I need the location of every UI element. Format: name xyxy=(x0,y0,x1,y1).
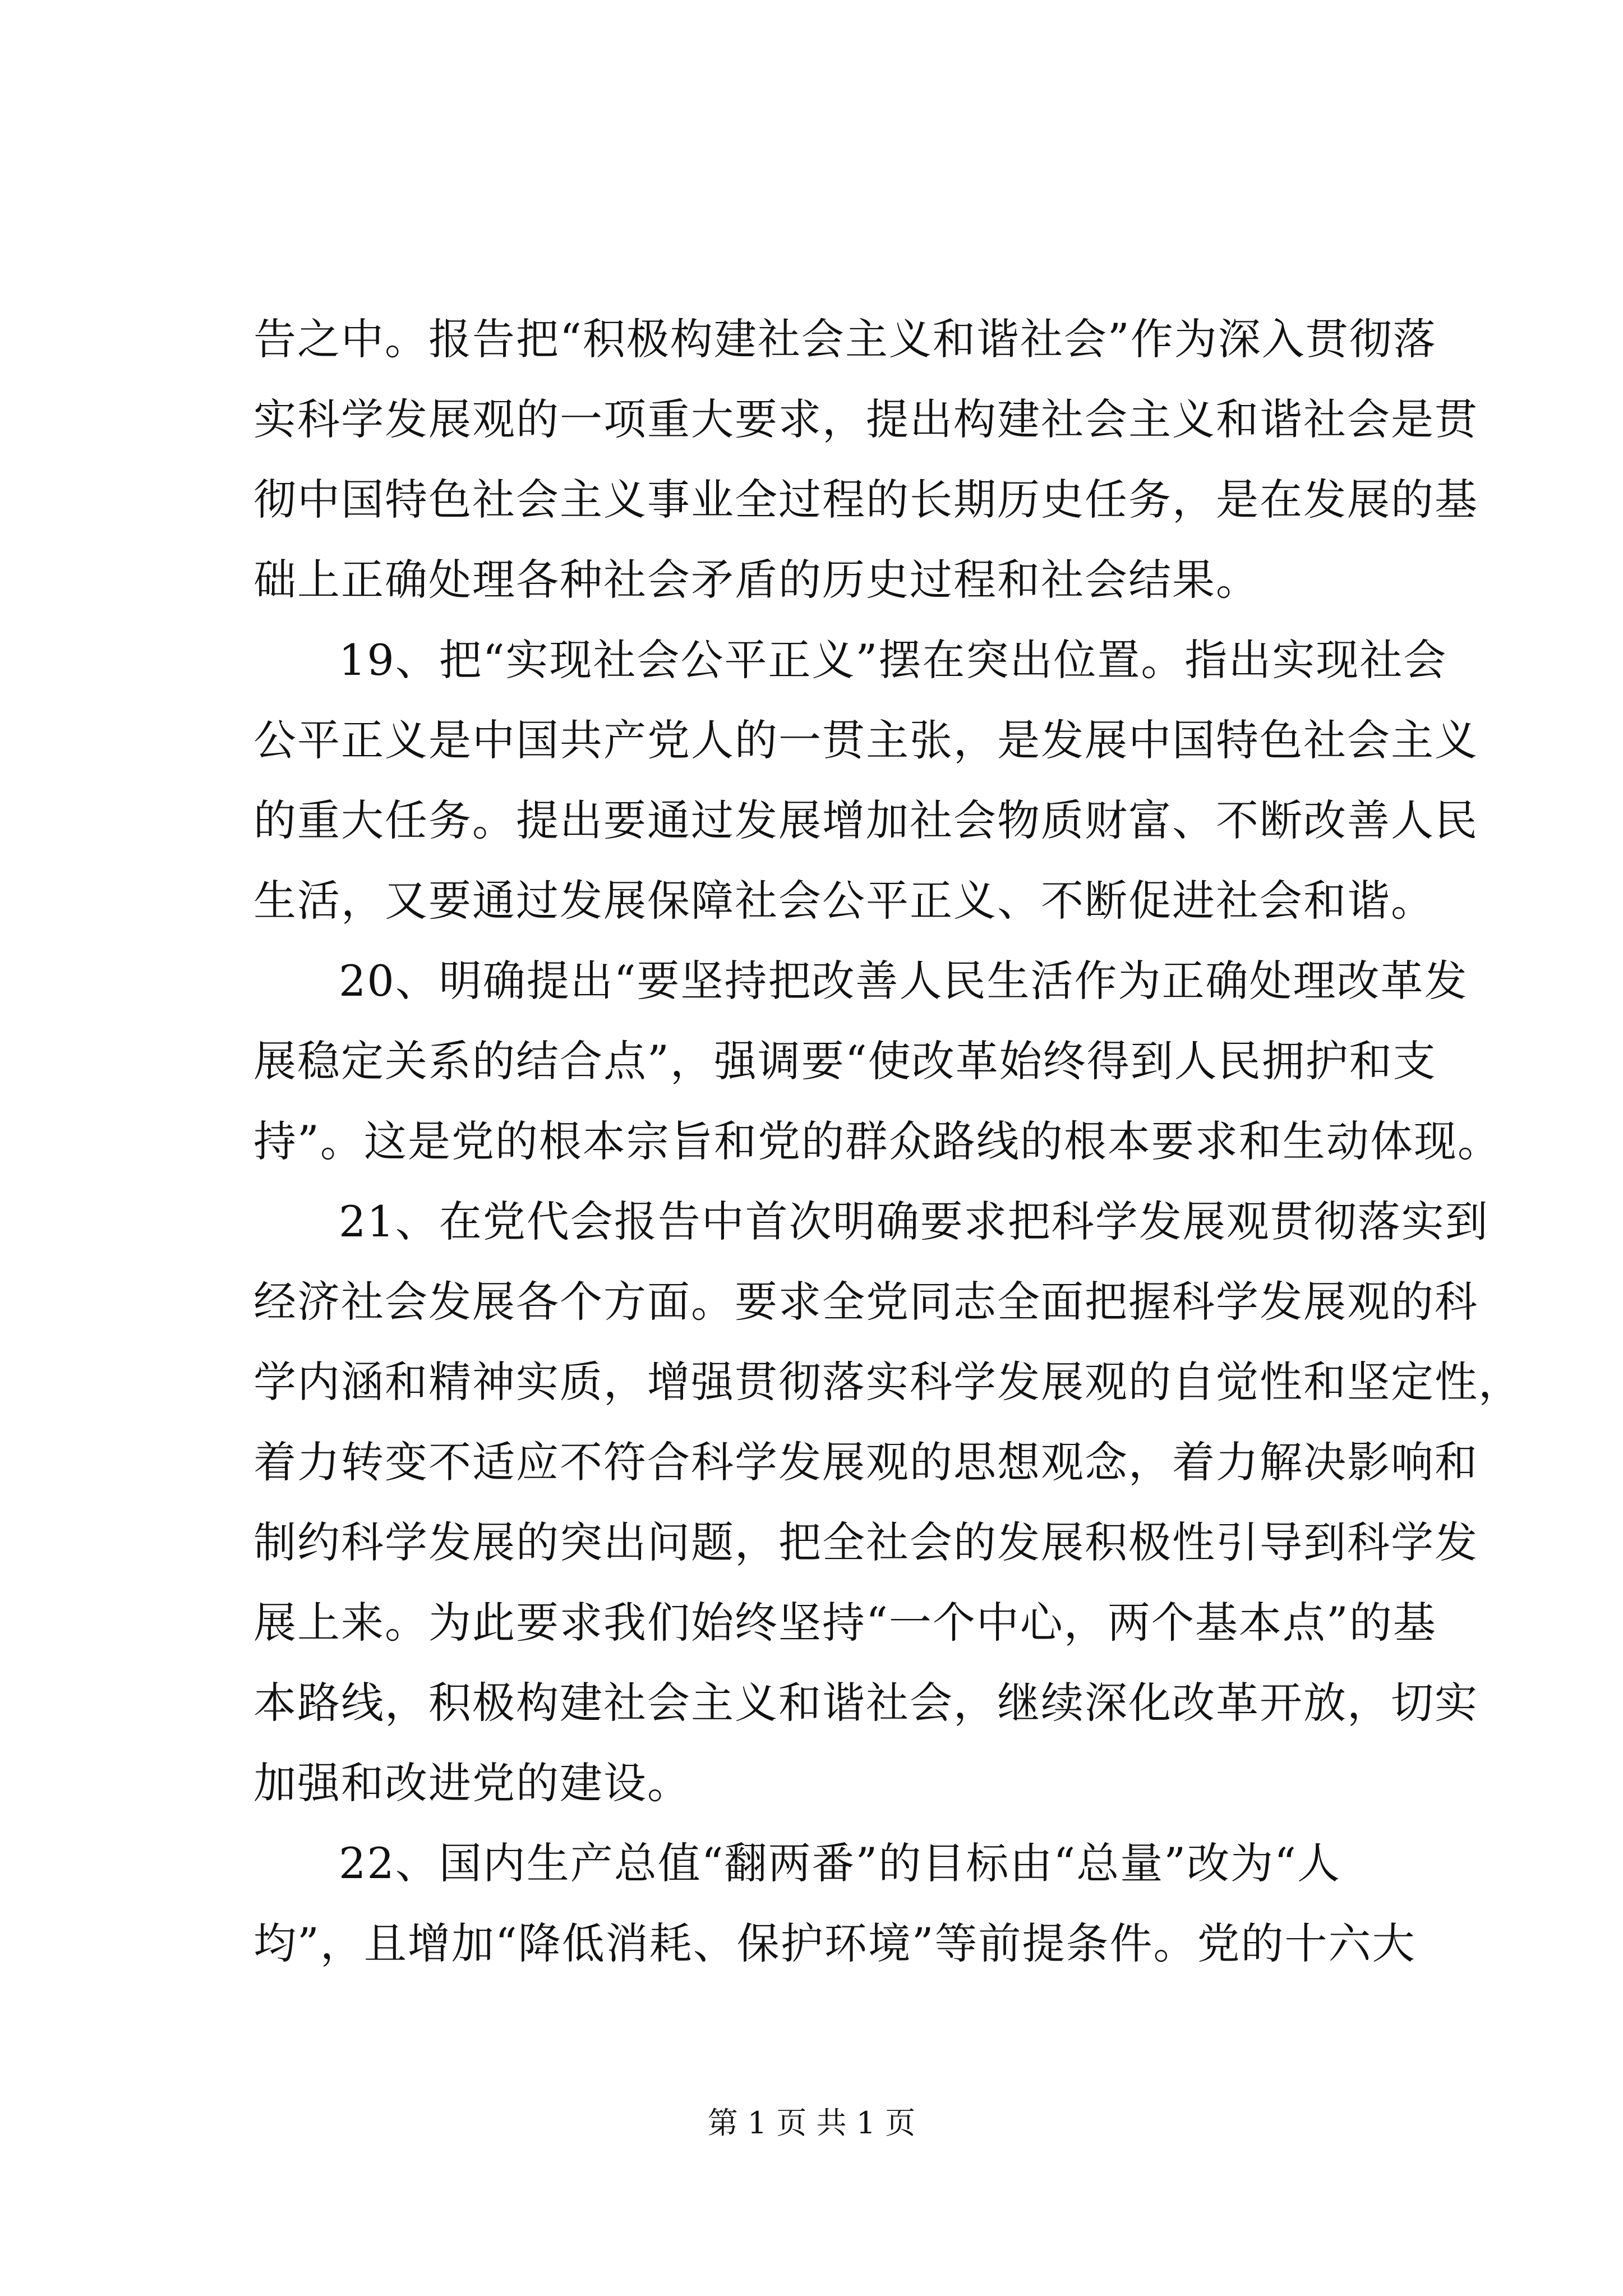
text-line: 学内涵和精神实质，增强贯彻落实科学发展观的自觉性和坚定性， xyxy=(253,1357,1522,1407)
text-line: 公平正义是中国共产党人的一贯主张，是发展中国特色社会主义 xyxy=(253,715,1478,765)
text-line: 制约科学发展的突出问题，把全社会的发展积极性引导到科学发 xyxy=(253,1517,1478,1567)
text-line: 本路线，积极构建社会主义和谐社会，继续深化改革开放，切实 xyxy=(253,1678,1478,1728)
text-line: 告之中。报告把“积极构建社会主义和谐社会”作为深入贯彻落 xyxy=(253,314,1437,364)
text-line: 持”。这是党的根本宗旨和党的群众路线的根本要求和生动体现。 xyxy=(253,1116,1501,1166)
text-line: 均”，且增加“降低消耗、保护环境”等前提条件。党的十六大 xyxy=(253,1918,1416,1968)
paragraph-19-start: 19、把“实现社会公平正义”摆在突出位置。指出实现社会 xyxy=(339,635,1447,685)
text-line: 展稳定关系的结合点”，强调要“使改革始终得到人民拥护和支 xyxy=(253,1036,1437,1086)
text-line: 生活，又要通过发展保障社会公平正义、不断促进社会和谐。 xyxy=(253,876,1435,926)
text-line: 实科学发展观的一项重大要求，提出构建社会主义和谐社会是贯 xyxy=(253,394,1478,444)
text-line: 础上正确处理各种社会矛盾的历史过程和社会结果。 xyxy=(253,555,1260,605)
text-line: 经济社会发展各个方面。要求全党同志全面把握科学发展观的科 xyxy=(253,1277,1478,1327)
text-line: 着力转变不适应不符合科学发展观的思想观念，着力解决影响和 xyxy=(253,1437,1478,1487)
text-line: 加强和改进党的建设。 xyxy=(253,1758,691,1808)
page-footer: 第 1 页 共 1 页 xyxy=(707,2105,916,2141)
paragraph-21-start: 21、在党代会报告中首次明确要求把科学发展观贯彻落实到 xyxy=(339,1197,1489,1246)
paragraph-22-start: 22、国内生产总值“翻两番”的目标由“总量”改为“人 xyxy=(339,1838,1341,1888)
text-line: 彻中国特色社会主义事业全过程的长期历史任务，是在发展的基 xyxy=(253,475,1478,524)
paragraph-20-start: 20、明确提出“要坚持把改善人民生活作为正确处理改革发 xyxy=(339,956,1468,1006)
text-line: 的重大任务。提出要通过发展增加社会物质财富、不断改善人民 xyxy=(253,795,1478,845)
text-line: 展上来。为此要求我们始终坚持“一个中心，两个基本点”的基 xyxy=(253,1598,1437,1648)
